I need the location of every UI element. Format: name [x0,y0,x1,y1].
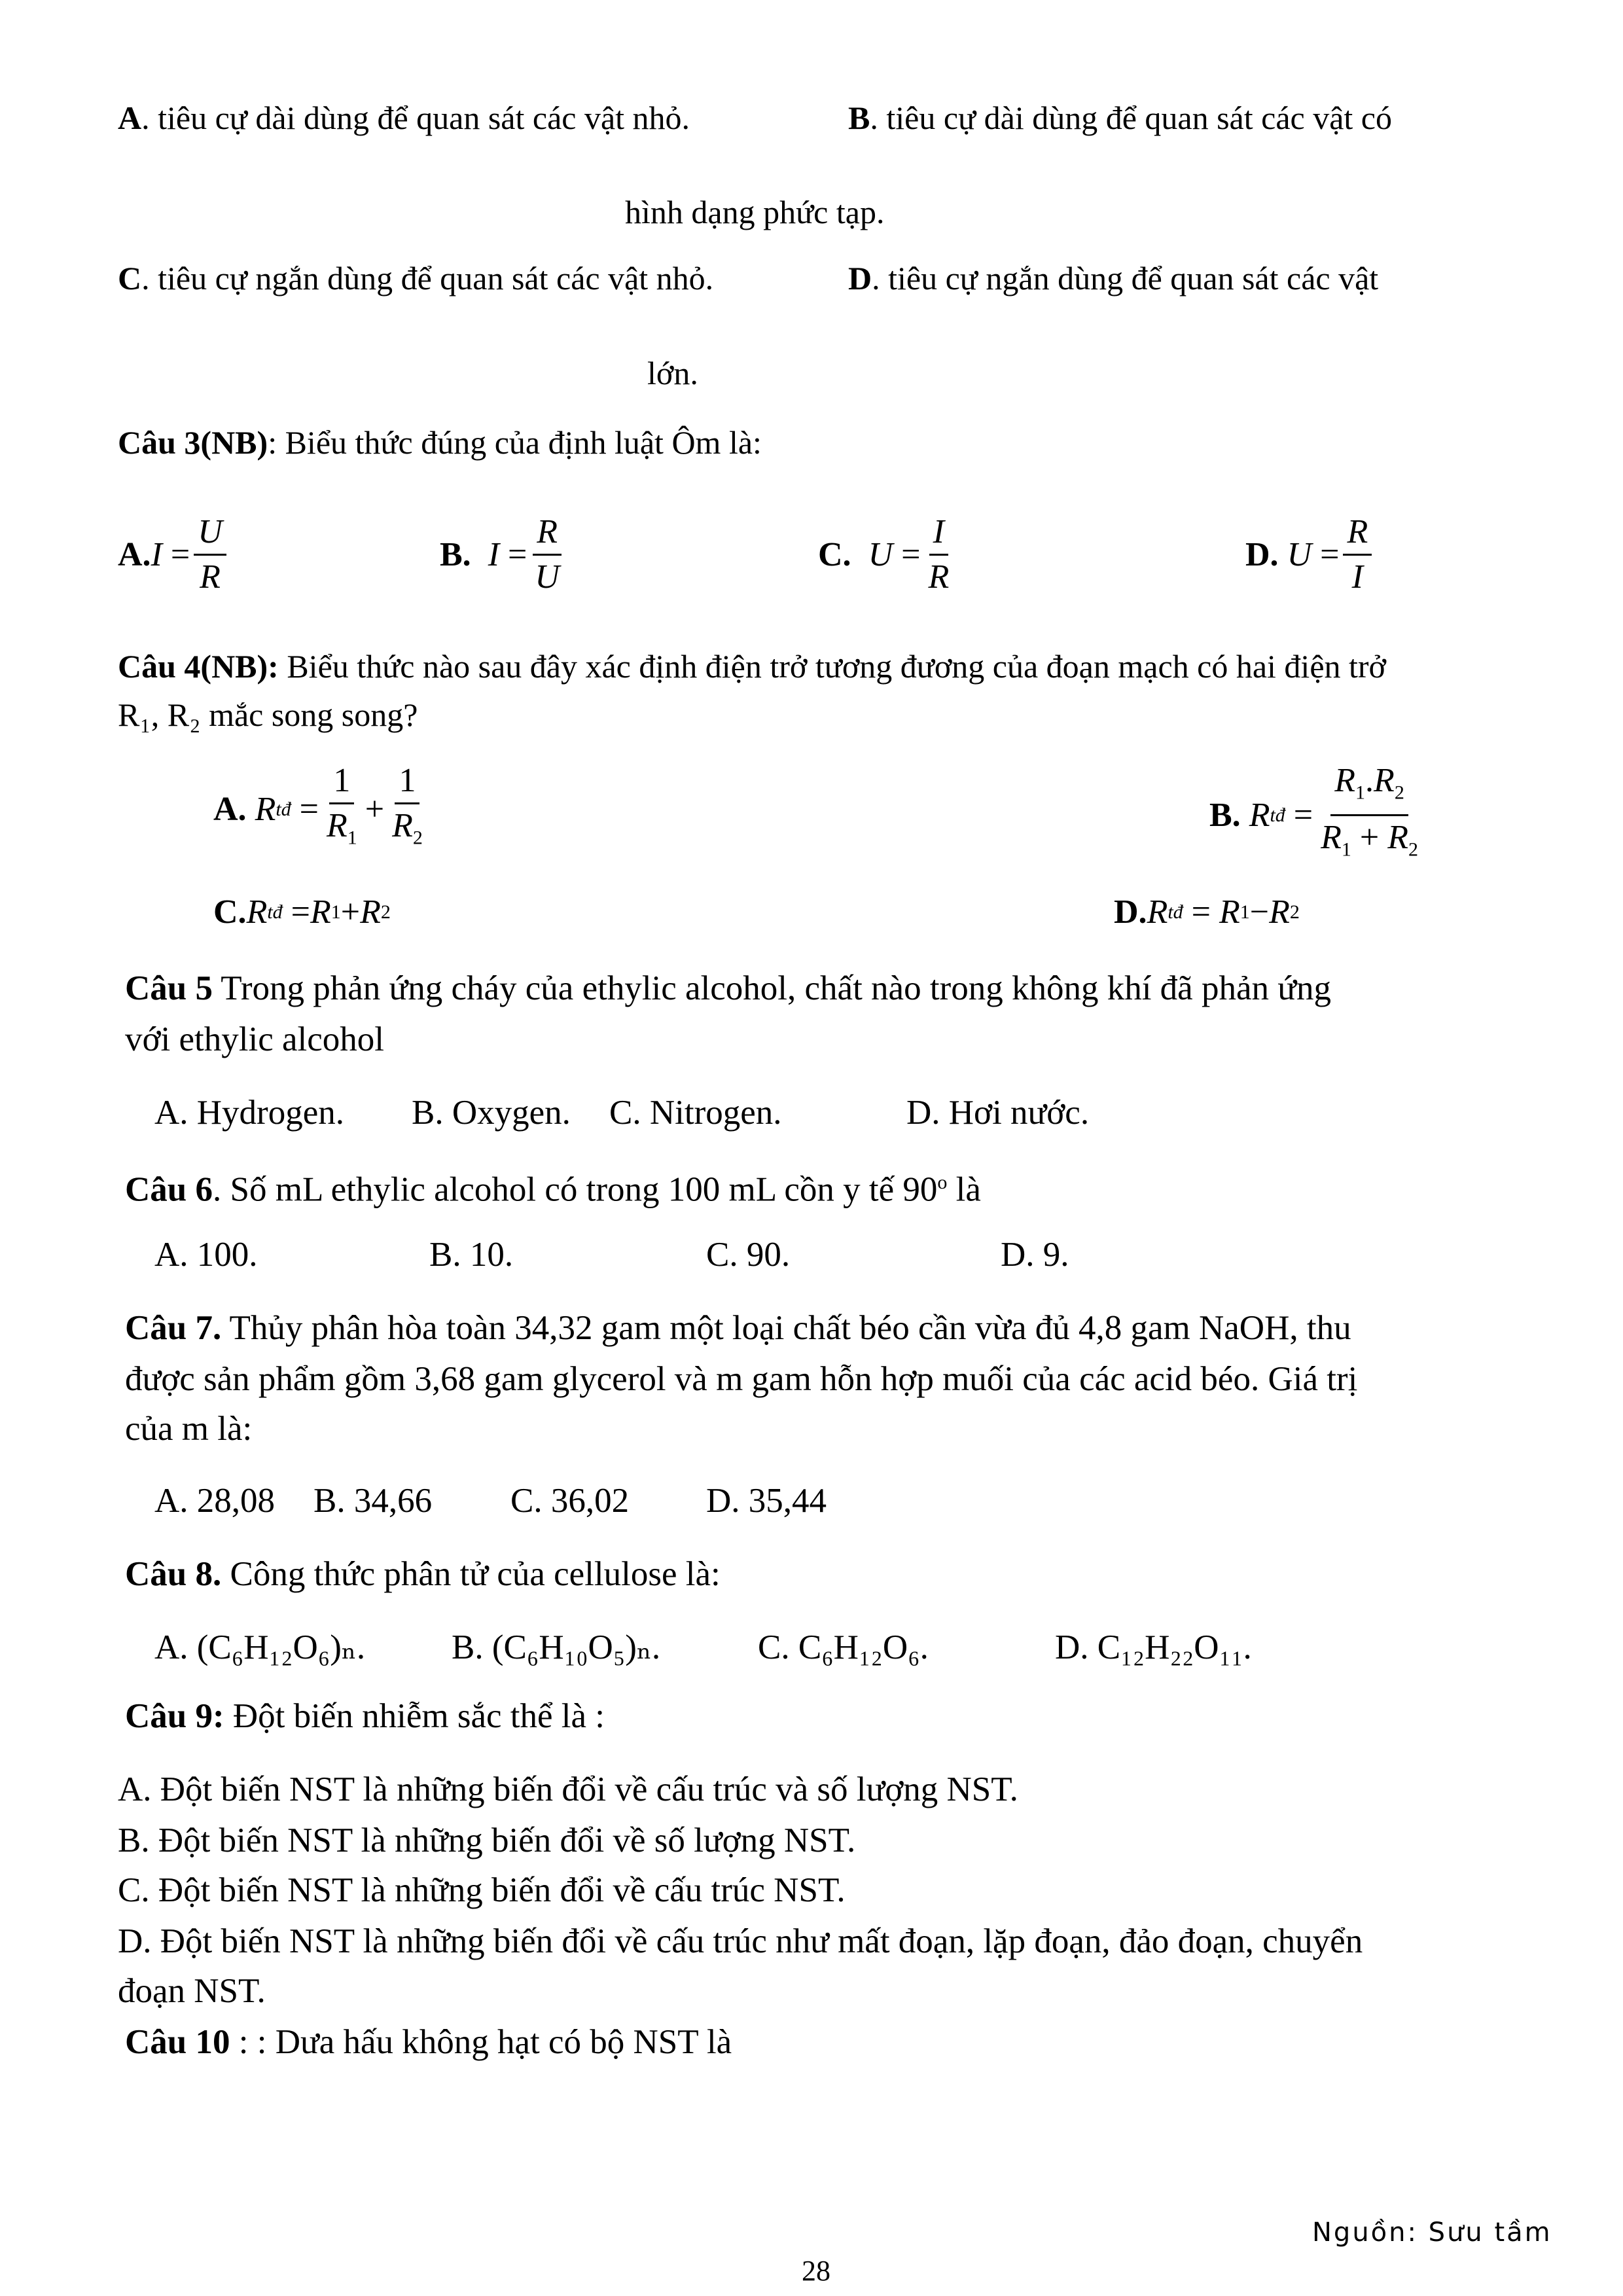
question-10: Câu 10 : : Dưa hấu không hạt có bộ NST là [125,2023,732,2061]
source-note: Nguồn: Sưu tầm [1312,2217,1552,2248]
question-6: Câu 6. Số mL ethylic alcohol có trong 100 mL cồn y tế 90$^o$ là [125,1170,981,1209]
q6-option-c: C. 90. [706,1236,791,1274]
q9-option-b: B. Đột biến NST là những biến đổi về số lượng NST. [118,1821,856,1859]
q5-option-d: D. Hơi nước. [906,1094,1090,1132]
q4-option-d: D. R tđ = R 1 − R 2 [1114,893,1300,931]
question-8: Câu 8. Công thức phân tử của cellulose là: [125,1555,721,1593]
q5-option-b: B. Oxygen. [412,1094,571,1132]
q2-option-c: C. tiêu cự ngắn dùng để quan sát các vật nhỏ. [118,260,714,296]
q4-option-a: A. R tđ = $\frac{1}{R_1}$ + $\frac{1}{R_2}$ [213,759,431,859]
q2-option-b-cont: hình dạng phức tạp. [625,194,885,230]
q5-option-a: A. Hydrogen. [154,1094,344,1132]
question-5-line2: với ethylic alcohol [125,1020,384,1058]
q3-option-a: A. I = $\frac{U}{R}$ [118,511,230,599]
q2-option-d: D. tiêu cự ngắn dùng để quan sát các vật [848,260,1379,296]
question-5: Câu 5 Trong phản ứng cháy của ethylic alcohol, chất nào trong không khí đã phản ứng [125,969,1331,1007]
q8-option-a: A. (C₆H₁₂O₆)ₙ. [154,1628,366,1666]
q6-option-a: A. 100. [154,1236,258,1274]
q7-option-c: C. 36,02 [510,1482,630,1520]
q7-option-a: A. 28,08 [154,1482,276,1520]
q3-option-c: C. U = $\frac{I}{R}$ [818,511,957,599]
question-9: Câu 9: Đột biến nhiễm sắc thể là : [125,1697,605,1735]
q3-option-b: B. I = $\frac{R}{U}$ [440,511,567,599]
question-4-line2: R₁, R₂ mắc song song? [118,696,418,733]
page-number: 28 [802,2255,830,2287]
q9-option-c: C. Đột biến NST là những biến đổi về cấu trúc NST. [118,1871,846,1909]
q7-option-b: B. 34,66 [313,1482,433,1520]
q2-option-b: B. tiêu cự dài dùng để quan sát các vật có [848,99,1392,136]
question-7-line2: được sản phẩm gồm 3,68 gam glycerol và m gam hỗn hợp muối của các acid béo. Giá trị [125,1360,1358,1398]
question-7-line3: của m là: [125,1410,253,1448]
q8-option-b: B. (C₆H₁₀O₅)ₙ. [452,1628,661,1666]
question-7: Câu 7. Thủy phân hòa toàn 34,32 gam một loại chất béo cần vừa đủ 4,8 gam NaOH, thu [125,1309,1351,1347]
q6-option-b: B. 10. [429,1236,514,1274]
q9-option-d: D. Đột biến NST là những biến đổi về cấu trúc như mất đoạn, lặp đoạn, đảo đoạn, chuyển [118,1922,1363,1960]
q8-option-d: D. C₁₂H₂₂O₁₁. [1055,1628,1252,1666]
q4-option-c: C. R tđ = R 1 + R 2 [213,893,391,931]
q9-option-a: A. Đột biến NST là những biến đổi về cấu trúc và số lượng NST. [118,1770,1018,1808]
q2-option-d-cont: lớn. [647,355,698,391]
q9-option-d-cont: đoạn NST. [118,1972,266,2010]
q4-option-b: B. R tđ = $\frac{R_1.R_2}{R_1 + R_2}$ [1209,759,1426,872]
question-4: Câu 4(NB): Biểu thức nào sau đây xác định điện trở tương đương của đoạn mạch có hai điện trở [118,648,1386,685]
q6-option-d: D. 9. [1001,1236,1069,1274]
question-3: Câu 3(NB): Biểu thức đúng của định luật Ôm là: [118,424,762,461]
q5-option-c: C. Nitrogen. [609,1094,782,1132]
q3-option-d: D. U = $\frac{R}{I}$ [1245,511,1376,599]
q2-option-a: A. tiêu cự dài dùng để quan sát các vật nhỏ. [118,99,690,136]
q7-option-d: D. 35,44 [706,1482,827,1520]
q8-option-c: C. C₆H₁₂O₆. [758,1628,929,1666]
